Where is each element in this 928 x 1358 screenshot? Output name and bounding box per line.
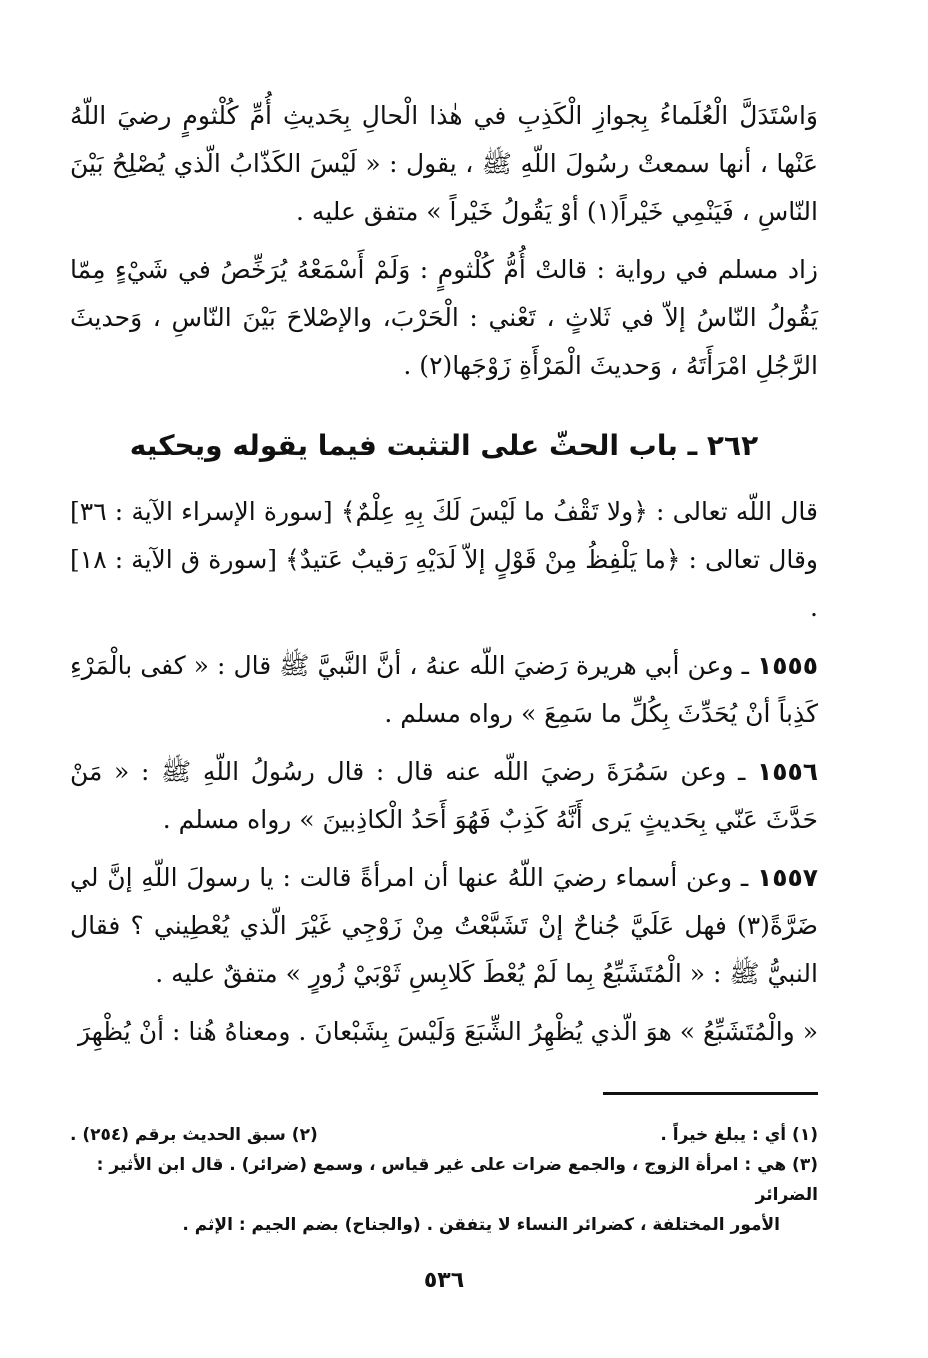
footnote-divider bbox=[603, 1092, 818, 1095]
hadith-text: ـ وعن أبي هريرة رَضيَ اللّه عنهُ ، أنَّ النَّبيَّ ﷺ قال : « كفى بالْمَرْءِ كَذِباً أنْ يُحَدِّثَ بِكُلِّ ما سَمِعَ » رواه مسلم . bbox=[70, 651, 818, 728]
quran-verses-paragraph: قال اللّه تعالى : ﴿ولا تَقْفُ ما لَيْسَ لَكَ بِهِ عِلْمٌ﴾ [سورة الإسراء الآية : ٣٦] وقال تعالى : ﴿ما يَلْفِظُ مِنْ قَوْلٍ إلاّ لَدَيْهِ رَقيبٌ عَتيدٌ﴾ [سورة ق الآية : ١٨] . bbox=[70, 497, 818, 622]
hadith-number: ١٥٥٦ bbox=[756, 757, 818, 786]
footnote-row-1-2 bbox=[70, 1120, 818, 1150]
footnote-3-line-2: الأمور المختلفة ، كضرائر النساء لا يتفقن . (والجناح) بضم الجيم : الإثم . bbox=[182, 1215, 780, 1235]
footnote-3-line-1: (٣) هي : امرأة الزوج ، والجمع ضرات على غير قياس ، وسمع (ضرائر) . قال ابن الأثير : الضرائر bbox=[96, 1155, 818, 1205]
paragraph-umm-kulthum: وَاسْتَدَلَّ الْعُلَماءُ بِجوازِ الْكَذِبِ في هٰذا الْحالِ بِحَديثِ أُمِّ كُلْثومٍ رضيَ اللّهُ عَنْها ، أنها سمعتْ رسُولَ اللّهِ ﷺ ، يقول : « لَيْسَ الكَذّابُ الّذي يُصْلِحُ بَيْنَ النّاسِ ، فَيَنْمِي خَيْراً(١) أوْ يَقُولُ خَيْراً » متفق عليه . bbox=[70, 101, 818, 226]
hadith-number: ١٥٥٥ bbox=[756, 651, 818, 680]
hadith-1555 bbox=[70, 642, 818, 738]
page-body bbox=[70, 92, 818, 1066]
hadith-1557 bbox=[70, 854, 818, 998]
hadith-text: ـ وعن سَمُرَةَ رضيَ اللّه عنه قال : قال رسُولُ اللّهِ ﷺ : « مَنْ حَدَّثَ عَنّي بِحَديثٍ يَرى أَنَّهُ كَذِبٌ فَهُوَ أَحَدُ الْكاذِبينَ » رواه مسلم . bbox=[70, 757, 818, 834]
hadith-number: ١٥٥٧ bbox=[756, 863, 818, 892]
closing-explanation: « والْمُتَشَبِّعُ » هوَ الّذي يُظْهِرُ الشِّبَعَ وَلَيْسَ بِشَبْعانَ . ومعناهُ هُنا : أنْ يُظْهِرَ bbox=[77, 1017, 818, 1046]
page-number: ٥٣٦ bbox=[423, 1268, 465, 1293]
footnotes bbox=[70, 1120, 818, 1240]
footnote-1: (١) أي : يبلغ خيراً . bbox=[660, 1125, 818, 1145]
footnote-2: (٢) سبق الحديث برقم (٢٥٤) . bbox=[70, 1125, 318, 1145]
paragraph-muslim-addition: زاد مسلم في رواية : قالتْ أُمُّ كُلْثومٍ : وَلَمْ أَسْمَعْهُ يُرَخِّصُ في شَيْءٍ مِمّا يَقُولُ النّاسُ إلاّ في ثَلاثٍ ، تَعْني : الْحَرْبَ، والإصْلاحَ بَيْنَ النّاسِ ، وَحديثَ الرَّجُلِ امْرَأَتَهُ ، وَحديثَ الْمَرْأَةِ زَوْجَها(٢) . bbox=[70, 255, 818, 380]
hadith-text: ـ وعن أسماء رضيَ اللّهُ عنها أن امرأةً قالت : يا رسولَ اللّهِ إنَّ لي ضَرَّةً(٣) فهل عَلَيَّ جُناحٌ إنْ تَشَبَّعْتُ مِنْ زَوْجِي غَيْرَ الّذي يُعْطِيني ؟ فقال النبيُّ ﷺ : « الْمُتَشَبِّعُ بِما لَمْ يُعْطَ كَلابِسِ ثَوْبَيْ زُورٍ » متفقٌ عليه . bbox=[70, 863, 818, 988]
hadith-1556 bbox=[70, 748, 818, 844]
chapter-heading: ٢٦٢ ـ باب الحثّ على التثبت فيما يقوله ويحكيه bbox=[129, 429, 759, 462]
